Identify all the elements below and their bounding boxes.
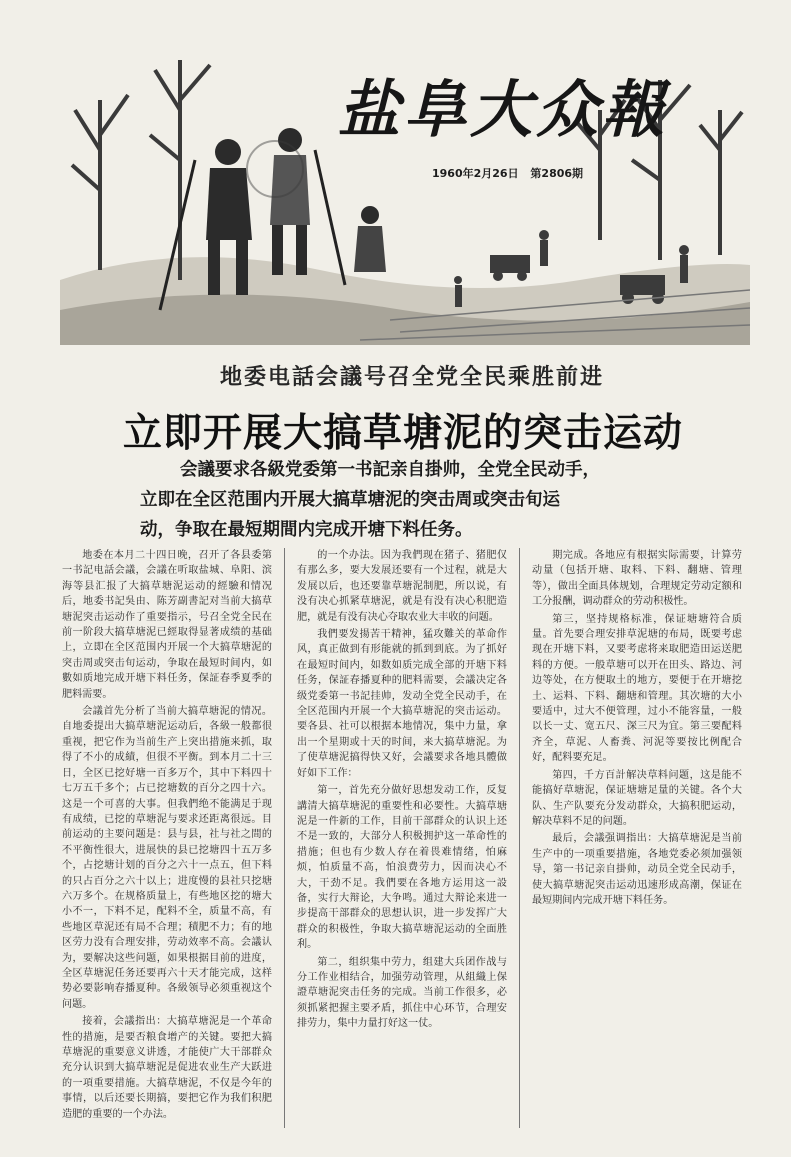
paragraph: 最后，会議强调指出：大搞草塘泥是当前生产中的一项重要措施，各地党委必须加强领导，第一书记亲自掛帅，动员全党全民动手，使大搞草塘泥突击运动迅速形成高潮，保证在最短期间内完成开塘下料任务。 bbox=[532, 833, 742, 906]
article-subhead: 地委电話会議号召全党全民乘胜前进 bbox=[219, 365, 604, 390]
body-column-3 bbox=[532, 548, 742, 1123]
library-stamp bbox=[246, 140, 304, 198]
column-divider bbox=[519, 548, 520, 1128]
paragraph: 地委在本月二十四日晚，召开了各县委第一书記电話会議，会議在听取盐城、阜阳、滨海等县汇报了大搞草塘泥运动的經驗和情况后，地委书記吳由、陈芳副書記对当前大搞草塘泥突击运动作了重要指示，号召全党全民在前一阶段大搞草塘泥已經取得显著成绩的基础上，立即在全区范围内开展一个大搞草塘泥的突击周或突击旬运动，争取在最短时间内，如數如质地完成开塘下料任务，保証春季夏季的肥料需要。 bbox=[62, 550, 272, 700]
paragraph: 接着，会議指出：大搞草塘泥是一个革命性的措施，是要否粮食增产的关键。要把大搞草塘泥的重要意义讲透，才能使广大干部群众充分认识到大搞草塘泥是促进农业生产大跃进的一項重要措施。大搞草塘泥，不仅是今年的事情，以后还要长期搞，要把它作为我们积肥造肥的重要的一个办法。 bbox=[62, 1016, 272, 1120]
newspaper-nameplate: 盐阜大众報 bbox=[338, 73, 669, 146]
issue-number: 第2806期 bbox=[530, 167, 584, 180]
paragraph: 第四，千方百計解决草料问题，这是能不能搞好草塘泥，保证塘塘足量的关键。各个大队、生产队要充分发动群众，大搞积肥运动，解决草料不足的问题。 bbox=[532, 769, 742, 827]
paragraph: 第三，坚持规格标准，保证塘塘符合质量。首先要合理安排草泥塘的布局，既要考虑现在开塘下料，又要考虑将来取肥造田运送肥料的方便。一般草塘可以开在田头、路边、河边等处，在方便取土的地方，要便于在开塘挖土、运料、下料、翻塘和管理。其次塘的大小要适中，过大不便管理，过小不能容量，一般以长一丈、宽五尺、深三尺为宜。第三要配料齐全，草泥、人畜粪、河泥等要按比例配合好，配料要充足。 bbox=[532, 613, 742, 764]
column-divider bbox=[284, 548, 285, 1128]
body-column-2 bbox=[297, 548, 507, 1123]
paragraph: 的一个办法。因为我們现在猪子、猪肥仅有那么多，要大发展还要有一个过程，就是大发展以后，也还要靠草塘泥制肥，所以说，有没有决心抓紧草塘泥，就是有没有决心积肥造肥，就是有没有决心夺取农业大丰收的问题。 bbox=[297, 550, 507, 623]
paragraph: 我們要发揚苦干精神，猛攻難关的革命作风，真正做到有形能就的抓到到底。为了抓好在最短时间内，如数如质完成全部的开塘下料任务，保証春播夏种的肥料需要，会議决定各级党委第一书記挂帅，发动全党全民动手，在全区范围内开展一个大搞草塘泥的突击运动。要各县、社可以根据本地情况，集中力量，拿出一个星期或十天的时间，来大搞草塘泥。为了使草塘泥搞得快又好，会議要求各地具體做好如下工作： bbox=[297, 629, 507, 779]
article-body bbox=[62, 548, 742, 1128]
article-deck bbox=[140, 455, 700, 550]
deck-line-1: 会議要求各級党委第一书記亲自掛帅，全党全民动手， bbox=[180, 460, 600, 480]
paragraph: 会議首先分析了当前大搞草塘泥的情况。自地委提出大搞草塘泥运动后，各級一般都很重视，把它作为当前生产上突出措施来抓，取得了不小的成績，但很不平衡。到本月二十三日，全区已挖好塘一百多万个，其中下料四十七万五千多个；占已挖塘数的百分之四十六。这是一个可喜的大事。但我們绝不能满足于现有成绩，已挖的草塘泥与要求还距离很远。目前运动的主要问题是：县与县，社与社之間的不平衡性很大，进展快的县已挖塘四十五万多个，占挖塘计划的百分之六十一点五，但下料的只占百分之六十以上；进度慢的县社只挖塘六万多个。在规格质量上，有些地区挖的塘大小不一，下料不足，配料不全，质量不高，有些地区草泥还有局不合理；積肥不力；有的地区劳力没有合理安排，劳动效率不高。会議认为，要解决这些问题，如果根据目前的进度，全区草塘泥任务还要再六十天才能完成，这样势必要影响春播夏种。各級领导必须重视这个问题。 bbox=[62, 706, 272, 1010]
issue-line bbox=[432, 165, 632, 183]
issue-date: 1960年2月26日 bbox=[432, 167, 519, 180]
paragraph: 第一，首先充分做好思想发动工作，反复講清大搞草塘泥的重要性和必要性。大搞草塘泥是一件新的工作，目前干部群众的认识上还不是一致的，大部分人积极拥护这一革命性的措施；但也有少数人存在着畏难情绪，怕麻烦，怕质量不高，怕浪费劳力，因而决心不大，干劲不足。我們要在各地方运用这一設备，实行大辩论，大争鸣。通过大辩论来进一步提高干部群众的思想认识，进一步发挥广大群众的积极性，争取大搞草塘泥运动的全面胜利。 bbox=[297, 785, 507, 951]
paragraph: 期完成。各地应有根据实际需要，计算劳动量（包括开塘、取料、下料、翻塘、管理等），做出全面具体规划，合理规定劳动定额和工分报酬，调动群众的劳动积极性。 bbox=[532, 550, 742, 608]
article-headline: 立即开展大搞草塘泥的突击运动 bbox=[122, 411, 683, 456]
paragraph: 第二，组织集中劳力，组建大兵团作战与分工作业相结合，加强劳动管理，从組織上保證草塘泥突击任务的完成。当前工作很多，必须抓紧把握主要矛盾，抓住中心环节，合理安排劳力，集中力量打好这一仗。 bbox=[297, 956, 507, 1030]
deck-line-2: 立即在全区范围内开展大搞草塘泥的突击周或突击旬运 bbox=[140, 490, 560, 510]
body-column-1 bbox=[62, 548, 272, 1123]
deck-line-3: 动，争取在最短期間内完成开塘下料任务。 bbox=[140, 520, 473, 540]
